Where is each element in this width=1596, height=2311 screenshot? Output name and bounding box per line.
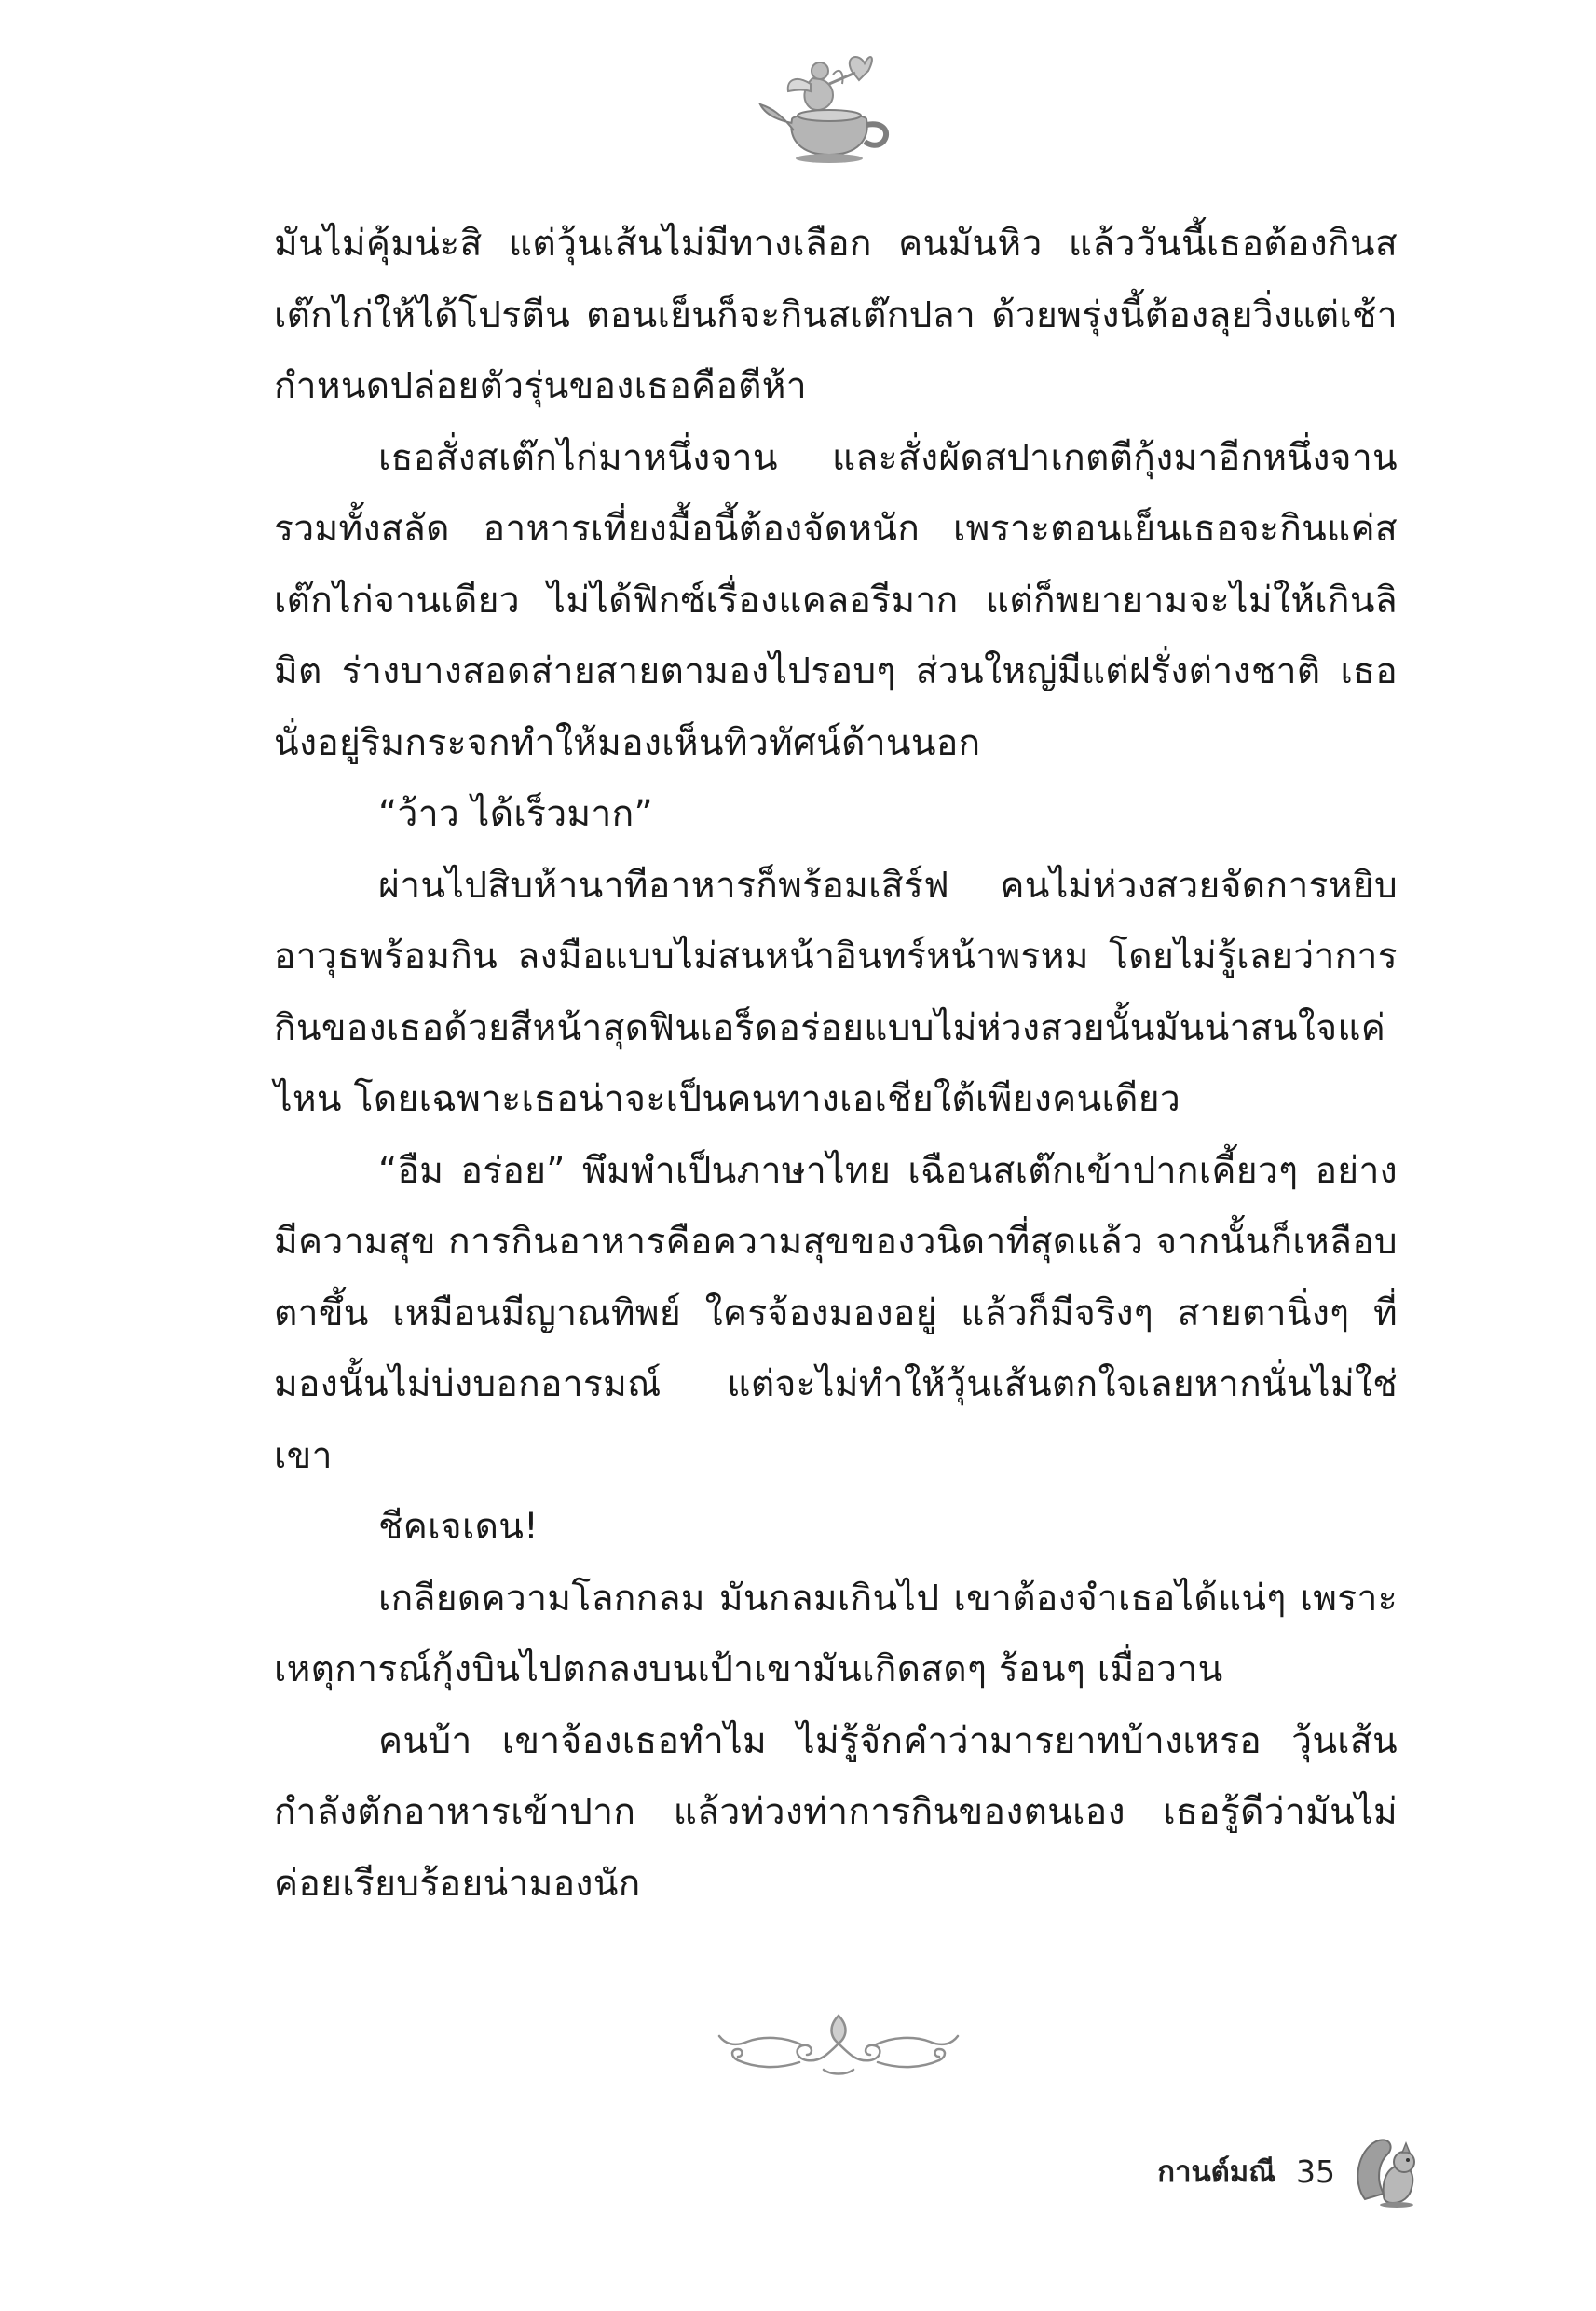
paragraph: เธอสั่งสเต๊กไก่มาหนึ่งจาน และสั่งผัดสปาเกตตีกุ้งมาอีกหนึ่งจาน รวมทั้งสลัด อาหารเที่ยงมื้อนี้ต้องจัดหนัก เพราะตอนเย็นเธอจะกินแค่สเต๊กไก่จานเดียว ไม่ได้ฟิกซ์เรื่องแคลอรีมาก แต่ก็พยายามจะไม่ให้เกินลิมิต ร่างบางสอดส่ายสายตามองไปรอบๆ ส่วนใหญ่มีแต่ฝรั่งต่างชาติ เธอนั่งอยู่ริมกระจกทำให้มองเห็นทิวทัศน์ด้านนอก	[274, 436, 1398, 764]
paragraph: “อืม อร่อย” พึมพำเป็นภาษาไทย เฉือนสเต๊กเข้าปากเคี้ยวๆ อย่างมีความสุข การกินอาหารคือความสุขของวนิดาที่สุดแล้ว จากนั้นก็เหลือบตาขึ้น เหมือนมีญาณทิพย์ ใครจ้องมองอยู่ แล้วก็มีจริงๆ สายตานิ่งๆ ที่มองนั้นไม่บ่งบอกอารมณ์ แต่จะไม่ทำให้วุ้นเส้นตกใจเลยหากนั่นไม่ใช่เขา	[274, 1149, 1398, 1477]
paragraph: เกลียดความโลกกลม มันกลมเกินไป เขาต้องจำเธอได้แน่ๆ เพราะเหตุการณ์กุ้งบินไปตกลงบนเป้าเขามันเกิดสดๆ ร้อนๆ เมื่อวาน	[274, 1577, 1398, 1690]
paragraph: ผ่านไปสิบห้านาทีอาหารก็พร้อมเสิร์ฟ คนไม่ห่วงสวยจัดการหยิบอาวุธพร้อมกิน ลงมือแบบไม่สนหน้าอินทร์หน้าพรหม โดยไม่รู้เลยว่าการกินของเธอด้วยสีหน้าสุดฟินเอร็ดอร่อยแบบไม่ห่วงสวยนั้นมันน่าสนใจแค่ไหน โดยเฉพาะเธอน่าจะเป็นคนทางเอเชียใต้เพียงคนเดียว	[274, 864, 1398, 1120]
book-title: กานต์มณี	[1157, 2155, 1275, 2189]
squirrel-icon	[1356, 2134, 1423, 2208]
paragraph: ชีคเจเดน!	[378, 1506, 539, 1548]
body-text	[274, 209, 1398, 1920]
cupid-teapot-ornament-icon	[755, 47, 904, 168]
paragraph: มันไม่คุ้มน่ะสิ แต่วุ้นเส้นไม่มีทางเลือก คนมันหิว แล้ววันนี้เธอต้องกินสเต๊กไก่ให้ได้โปรตีน ตอนเย็นก็จะกินสเต๊กปลา ด้วยพรุ่งนี้ต้องลุยวิ่งแต่เช้า กำหนดปล่อยตัวรุ่นของเธอคือตีห้า	[274, 223, 1398, 407]
flourish-divider-icon	[710, 2008, 967, 2079]
page-footer	[1157, 2134, 1423, 2208]
paragraph: “ว้าว ได้เร็วมาก”	[378, 793, 654, 835]
page-number: 35	[1296, 2153, 1335, 2190]
paragraph: คนบ้า เขาจ้องเธอทำไม ไม่รู้จักคำว่ามารยาทบ้างเหรอ วุ้นเส้นกำลังตักอาหารเข้าปาก แล้วท่วงท่าการกินของตนเอง เธอรู้ดีว่ามันไม่ค่อยเรียบร้อยน่ามองนัก	[274, 1719, 1398, 1905]
